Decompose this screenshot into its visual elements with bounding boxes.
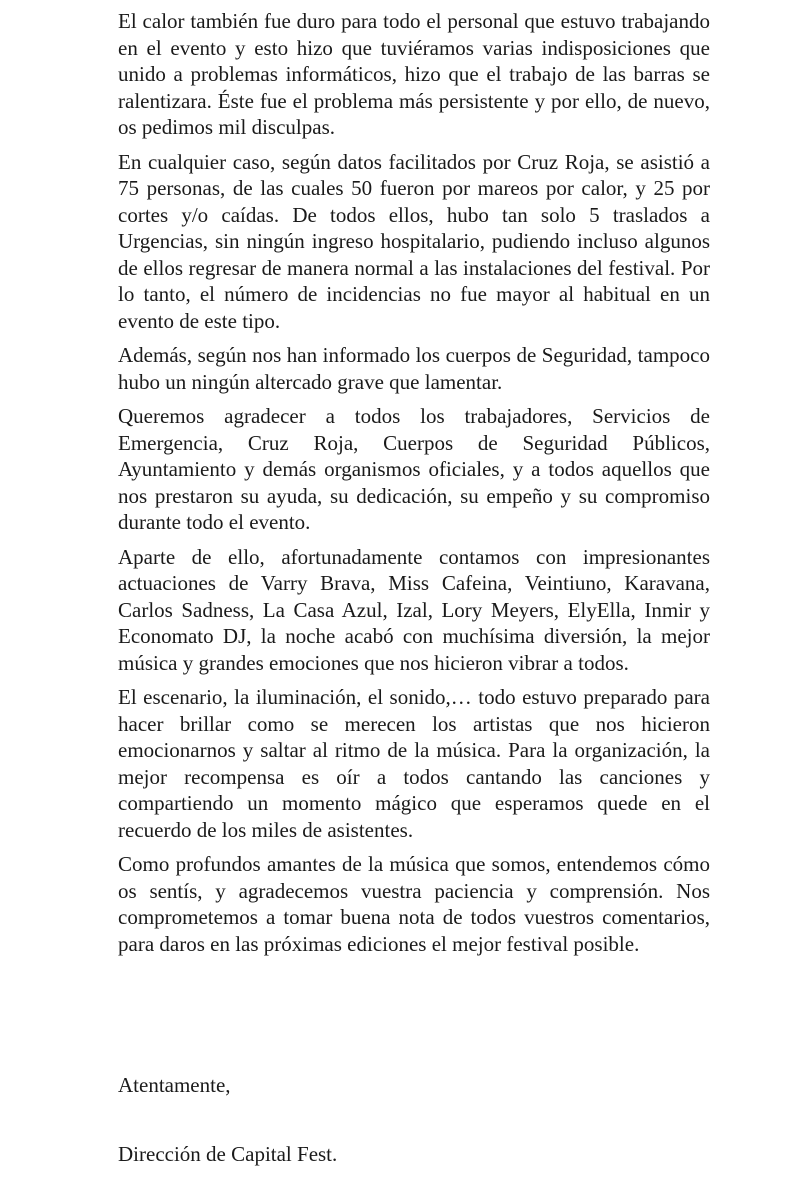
letter-body (118, 8, 710, 965)
signature: Dirección de Capital Fest. (118, 1142, 338, 1166)
paragraph-heat-incidents: El calor también fue duro para todo el personal que estuvo trabajando en el evento y esto hizo que tuviéramos varias indisposiciones que unido a problemas informáticos, hizo que el trabajo de las barras se ralentizara. Éste fue el problema más persistente y por ello, de nuevo, os pedimos mil disculpas. (118, 9, 710, 139)
closing-greeting: Atentamente, (118, 1073, 231, 1097)
paragraph-thanks: Queremos agradecer a todos los trabajadores, Servicios de Emergencia, Cruz Roja, Cuerpos de Seguridad Públicos, Ayuntamiento y demás organismos oficiales, y a todos aquellos que nos prestaron su ayuda, su dedicación, su empeño y su compromiso durante todo el evento. (118, 404, 710, 534)
paragraph-commitment: Como profundos amantes de la música que somos, entendemos cómo os sentís, y agradecemos vuestra paciencia y comprensión. Nos comprometemos a tomar buena nota de todos vuestros comentarios, para daros en las próximas ediciones el mejor festival posible. (118, 852, 710, 956)
paragraph-red-cross-data: En cualquier caso, según datos facilitados por Cruz Roja, se asistió a 75 personas, de las cuales 50 fueron por mareos por calor, y 25 por cortes y/o caídas. De todos ellos, hubo tan solo 5 traslados a Urgencias, sin ningún ingreso hospitalario, pudiendo incluso algunos de ellos regresar de manera normal a las instalaciones del festival. Por lo tanto, el número de incidencias no fue mayor al habitual en un evento de este tipo. (118, 149, 710, 333)
paragraph-security: Además, según nos han informado los cuerpos de Seguridad, tampoco hubo un ningún altercado grave que lamentar. (118, 343, 710, 394)
paragraph-stage: El escenario, la iluminación, el sonido,… todo estuvo preparado para hacer brillar como se merecen los artistas que nos hicieron emocionarnos y saltar al ritmo de la música. Para la organización, la mejor recompensa es oír a todos cantando las canciones y compartiendo un momento mágico que esperamos quede en el recuerdo de los miles de asistentes. (118, 685, 710, 842)
paragraph-performances: Aparte de ello, afortunadamente contamos con impresionantes actuaciones de Varry Brava, Miss Cafeina, Veintiuno, Karavana, Carlos Sadness, La Casa Azul, Izal, Lory Meyers, ElyElla, Inmir y Economato DJ, la noche acabó con muchísima diversión, la mejor música y grandes emociones que nos hicieron vibrar a todos. (118, 544, 710, 675)
